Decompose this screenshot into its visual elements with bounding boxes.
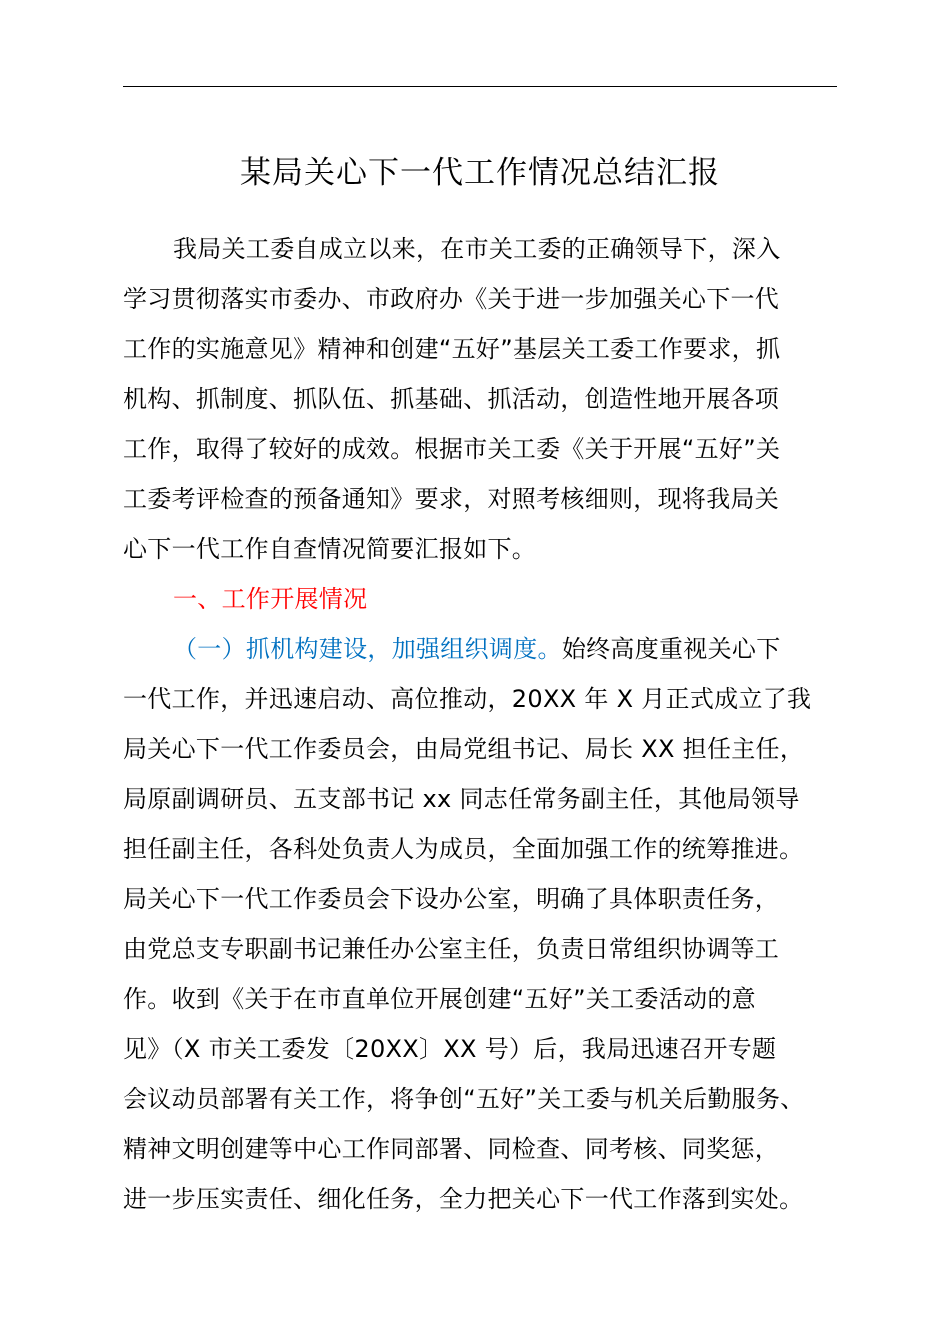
subsection-line: 会议动员部署有关工作，将争创“五好”关工委与机关后勤服务、 (123, 1085, 805, 1113)
intro-line: 工作的实施意见》精神和创建“五好”基层关工委工作要求，抓 (123, 335, 781, 363)
subsection-line: 一代工作，并迅速启动、高位推动，20XX 年 X 月正式成立了我 (123, 685, 812, 713)
document-body (123, 224, 848, 1224)
header-rule (123, 86, 837, 87)
subsection-line: 局关心下一代工作委员会，由局党组书记、局长 XX 担任主任， (123, 735, 805, 763)
subsection-first-line (123, 624, 848, 674)
intro-line: 心下一代工作自查情况简要汇报如下。 (123, 535, 537, 563)
subsection-line: 担任副主任，各科处负责人为成员，全面加强工作的统筹推进。 (123, 835, 804, 863)
subsection-line: 精神文明创建等中心工作同部署、同检查、同考核、同奖惩， (123, 1135, 780, 1163)
subsection-first-line-text: 始终高度重视关心下 (561, 635, 781, 663)
subsection-line: 局关心下一代工作委员会下设办公室，明确了具体职责任务， (123, 885, 780, 913)
subsection-line: 局原副调研员、五支部书记 xx 同志任常务副主任，其他局领导 (123, 785, 800, 813)
section-heading: 一、工作开展情况 (173, 585, 368, 613)
subsection-line: 作。收到《关于在市直单位开展创建“五好”关工委活动的意 (123, 985, 756, 1013)
subsection-line: 见》（X 市关工委发〔20XX〕XX 号）后，我局迅速召开专题 (123, 1035, 777, 1063)
intro-line: 机构、抓制度、抓队伍、抓基础、抓活动，创造性地开展各项 (123, 385, 780, 413)
intro-line: 我局关工委自成立以来，在市关工委的正确领导下，深入 (173, 235, 781, 263)
intro-line: 工委考评检查的预备通知》要求，对照考核细则，现将我局关 (123, 485, 780, 513)
intro-line: 工作，取得了较好的成效。根据市关工委《关于开展“五好”关 (123, 435, 781, 463)
subsection-heading: （一）抓机构建设，加强组织调度。 (173, 635, 562, 663)
intro-line: 学习贯彻落实市委办、市政府办《关于进一步加强关心下一代 (123, 285, 780, 313)
document-title: 某局关心下一代工作情况总结汇报 (240, 155, 720, 191)
subsection-line: 由党总支专职副书记兼任办公室主任，负责日常组织协调等工 (123, 935, 780, 963)
subsection-line: 进一步压实责任、细化任务，全力把关心下一代工作落到实处。 (123, 1185, 804, 1213)
